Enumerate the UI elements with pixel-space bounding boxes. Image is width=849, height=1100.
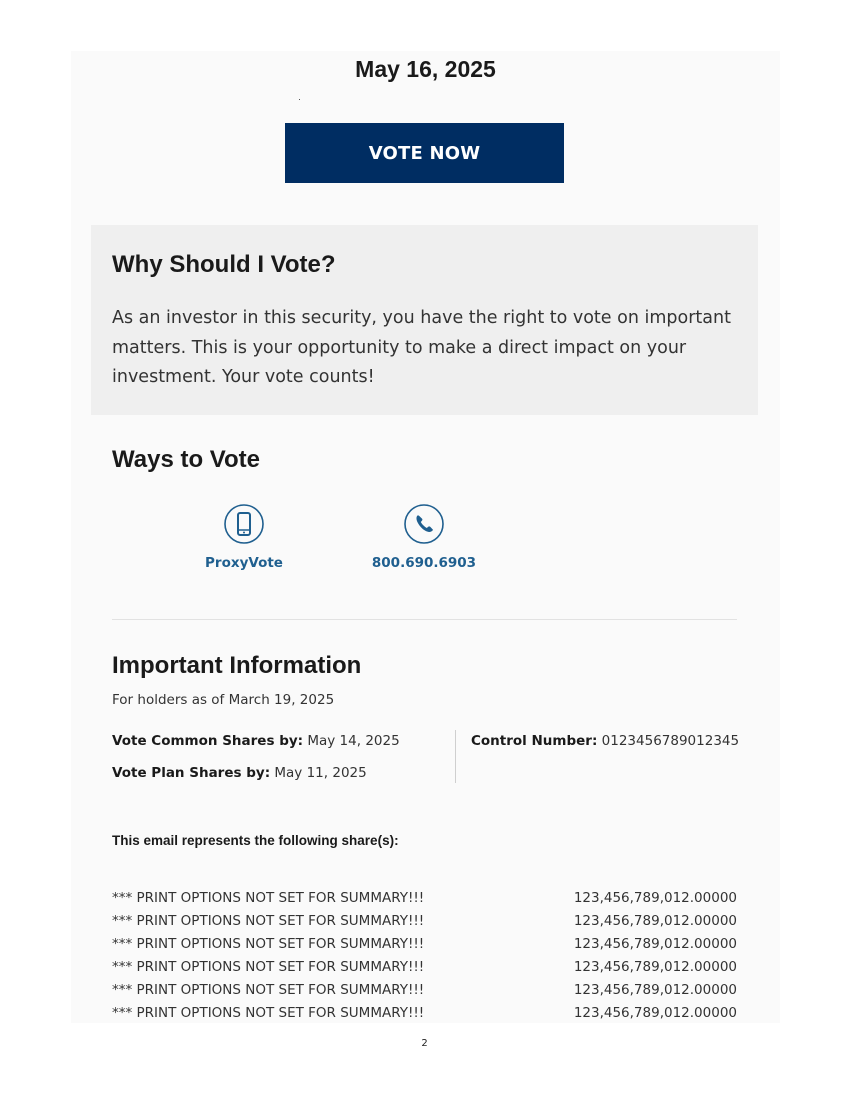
decorative-dot xyxy=(299,99,300,100)
page-number: 2 xyxy=(421,1038,428,1049)
phone-number-link[interactable]: 800.690.6903 xyxy=(371,555,477,571)
phone-vote-option[interactable] xyxy=(354,504,494,571)
common-shares-value: May 14, 2025 xyxy=(307,733,400,749)
share-amount: 123,456,789,012.00000 xyxy=(573,890,737,906)
control-number-label: Control Number: xyxy=(471,733,598,749)
share-amount: 123,456,789,012.00000 xyxy=(573,959,737,975)
shares-heading: This email represents the following share(s): xyxy=(112,833,399,848)
why-vote-body: As an investor in this security, you have the right to vote on important matters. This is your opportunity to make a direct impact on your investment. Your vote counts! xyxy=(112,308,731,387)
proxyvote-link[interactable]: ProxyVote xyxy=(205,555,283,571)
section-divider xyxy=(112,619,737,620)
share-amount: 123,456,789,012.00000 xyxy=(573,982,737,998)
why-vote-panel xyxy=(91,225,758,415)
telephone-icon xyxy=(404,504,444,544)
share-name: *** PRINT OPTIONS NOT SET FOR SUMMARY!!! xyxy=(112,1005,425,1021)
why-vote-title: Why Should I Vote? xyxy=(112,251,336,278)
control-number-value: 0123456789012345 xyxy=(601,733,740,749)
shares-list xyxy=(112,887,737,1025)
important-info-title: Important Information xyxy=(112,652,362,679)
control-number xyxy=(471,733,739,749)
share-name: *** PRINT OPTIONS NOT SET FOR SUMMARY!!! xyxy=(112,959,425,975)
share-row xyxy=(112,910,737,933)
email-card xyxy=(71,51,780,1023)
share-row xyxy=(112,1002,737,1025)
vote-now-button[interactable]: VOTE NOW xyxy=(285,123,564,183)
share-amount: 123,456,789,012.00000 xyxy=(573,1005,737,1021)
share-amount: 123,456,789,012.00000 xyxy=(573,913,737,929)
share-row xyxy=(112,979,737,1002)
common-shares-deadline xyxy=(112,733,400,749)
proxyvote-option[interactable] xyxy=(174,504,314,571)
share-row xyxy=(112,933,737,956)
share-name: *** PRINT OPTIONS NOT SET FOR SUMMARY!!! xyxy=(112,913,425,929)
mobile-phone-icon xyxy=(224,504,264,544)
plan-shares-deadline xyxy=(112,765,367,781)
plan-shares-label: Vote Plan Shares by: xyxy=(112,765,271,781)
share-row xyxy=(112,887,737,910)
share-name: *** PRINT OPTIONS NOT SET FOR SUMMARY!!! xyxy=(112,982,425,998)
column-separator xyxy=(455,730,456,783)
holders-date-line: For holders as of March 19, 2025 xyxy=(112,692,335,708)
share-amount: 123,456,789,012.00000 xyxy=(573,936,737,952)
meeting-date: May 16, 2025 xyxy=(355,56,496,82)
plan-shares-value: May 11, 2025 xyxy=(274,765,367,781)
ways-to-vote-title: Ways to Vote xyxy=(112,446,261,473)
share-name: *** PRINT OPTIONS NOT SET FOR SUMMARY!!! xyxy=(112,936,425,952)
share-name: *** PRINT OPTIONS NOT SET FOR SUMMARY!!! xyxy=(112,890,425,906)
common-shares-label: Vote Common Shares by: xyxy=(112,733,304,749)
share-row xyxy=(112,956,737,979)
